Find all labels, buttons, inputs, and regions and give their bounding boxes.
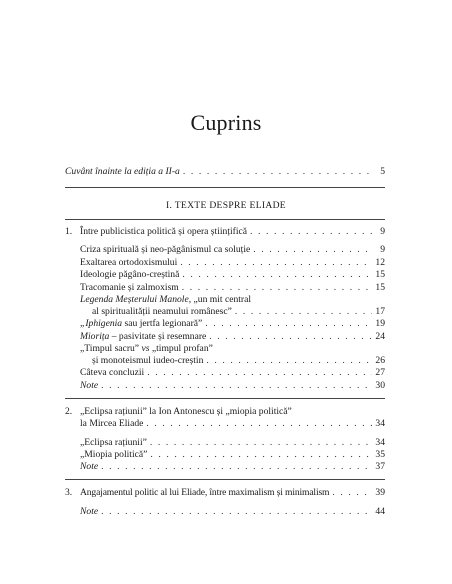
section-heading: I. TEXTE DESPRE ELIADE — [166, 200, 286, 211]
leader-dots — [209, 331, 372, 343]
toc-entry-italic: Legenda Meșterului Manole — [80, 294, 189, 305]
page-title: Cuprins — [190, 110, 262, 135]
leader-dots — [150, 437, 372, 449]
leader-dots — [183, 166, 372, 178]
toc-entry-italic: vs — [141, 343, 150, 354]
leader-dots — [147, 367, 372, 379]
toc-entry[interactable] — [80, 367, 385, 379]
leader-dots — [180, 257, 372, 269]
toc-entry-text: Criza spirituală și neo-păgânismul ca soluție — [80, 244, 251, 255]
leader-dots — [146, 418, 372, 430]
toc-entry-text: Note — [80, 461, 99, 472]
toc-entry-text: sau jertfa legionară” — [122, 318, 203, 329]
toc-entry[interactable] — [80, 437, 385, 449]
toc-page-number: 12 — [375, 257, 385, 268]
leader-dots — [253, 244, 372, 256]
divider — [65, 219, 385, 220]
toc-chapter-3[interactable] — [80, 487, 385, 499]
toc-entry-notes[interactable] — [80, 506, 385, 518]
toc-entry-text: „Timpul sacru” — [80, 343, 142, 354]
toc-entry-preface[interactable] — [65, 166, 385, 178]
leader-dots — [101, 506, 372, 518]
toc-entry-text: și monoteismul iudeo-creștin — [92, 355, 204, 366]
toc-entry-line[interactable] — [80, 294, 251, 306]
toc-page-number: 34 — [375, 437, 385, 448]
toc-page-number: 15 — [375, 269, 385, 280]
toc-entry[interactable] — [80, 449, 385, 461]
divider — [65, 398, 385, 399]
toc-entry-notes[interactable] — [80, 461, 385, 473]
toc-entry-text: Note — [80, 506, 99, 517]
divider — [65, 187, 385, 188]
toc-chapter-title-line[interactable]: „Eclipsa rațiunii” la Ion Antonescu și „miopia politică” — [80, 406, 292, 417]
toc-entry-notes[interactable] — [80, 380, 385, 392]
toc-entry[interactable] — [80, 318, 385, 330]
toc-entry-text: – pasivitate și resemnare — [109, 331, 207, 342]
leader-dots — [205, 318, 372, 330]
chapter-number: 3. — [65, 487, 73, 498]
toc-entry-text: Note — [80, 380, 99, 391]
toc-page-number: 30 — [375, 380, 385, 391]
toc-entry-text: Ideologie păgâno-creștină — [80, 269, 180, 280]
toc-page-number: 19 — [375, 318, 385, 329]
toc-entry[interactable] — [80, 244, 385, 256]
toc-entry-text: Exaltarea ortodoxismului — [80, 257, 178, 268]
toc-page-number: 17 — [375, 306, 385, 317]
toc-page-number: 24 — [375, 331, 385, 342]
leader-dots — [101, 461, 372, 473]
toc-entry-italic: Miorița — [80, 331, 110, 342]
toc-entry[interactable] — [80, 257, 385, 269]
leader-dots — [150, 449, 372, 461]
toc-entry[interactable] — [92, 355, 385, 367]
toc-entry-text: al spiritualității neamului românesc” — [92, 306, 232, 317]
toc-chapter-1[interactable] — [80, 226, 385, 238]
toc-entry-text: , „un mit central — [188, 294, 252, 305]
toc-page-number: 9 — [380, 226, 385, 237]
toc-page-number: 15 — [375, 282, 385, 293]
toc-entry-text: „Eclipsa rațiunii” — [80, 437, 147, 448]
leader-dots — [182, 282, 372, 294]
toc-page-number: 27 — [375, 367, 385, 378]
leader-dots — [182, 269, 372, 281]
leader-dots — [250, 226, 372, 238]
toc-page-number: 39 — [375, 487, 385, 498]
toc-entry[interactable] — [80, 269, 385, 281]
toc-chapter-2[interactable] — [80, 418, 385, 430]
leader-dots — [332, 487, 372, 499]
toc-entry-text: „timpul profan” — [149, 343, 213, 354]
leader-dots — [206, 355, 372, 367]
toc-entry-text: Cuvânt înainte la ediția a II-a — [65, 166, 180, 177]
toc-chapter-title: Între publicistica politică și opera științifică — [80, 226, 248, 237]
leader-dots — [101, 380, 372, 392]
toc-page-number: 26 — [375, 355, 385, 366]
leader-dots — [235, 306, 372, 318]
toc-entry-text: Câteva concluzii — [80, 367, 145, 378]
toc-chapter-title: Angajamentul politic al lui Eliade, între maximalism și minimalism — [80, 487, 330, 498]
toc-chapter-title: la Mircea Eliade — [80, 418, 144, 429]
toc-page-number: 44 — [375, 506, 385, 517]
divider — [65, 479, 385, 480]
toc-entry-text: Tracomanie și zalmoxism — [80, 282, 179, 293]
toc-entry-italic: „Iphigenia — [80, 318, 123, 329]
toc-entry-line[interactable] — [80, 343, 213, 355]
toc-page-number: 34 — [375, 418, 385, 429]
toc-entry[interactable] — [80, 331, 385, 343]
toc-page-number: 35 — [375, 449, 385, 460]
toc-page-number: 9 — [380, 244, 385, 255]
toc-entry-text: „Miopia politică” — [80, 449, 148, 460]
toc-entry[interactable] — [92, 306, 385, 318]
toc-page-number: 5 — [380, 166, 385, 177]
toc-entry[interactable] — [80, 282, 385, 294]
chapter-number: 2. — [65, 406, 73, 417]
toc-page-number: 37 — [375, 461, 385, 472]
chapter-number: 1. — [65, 226, 73, 237]
